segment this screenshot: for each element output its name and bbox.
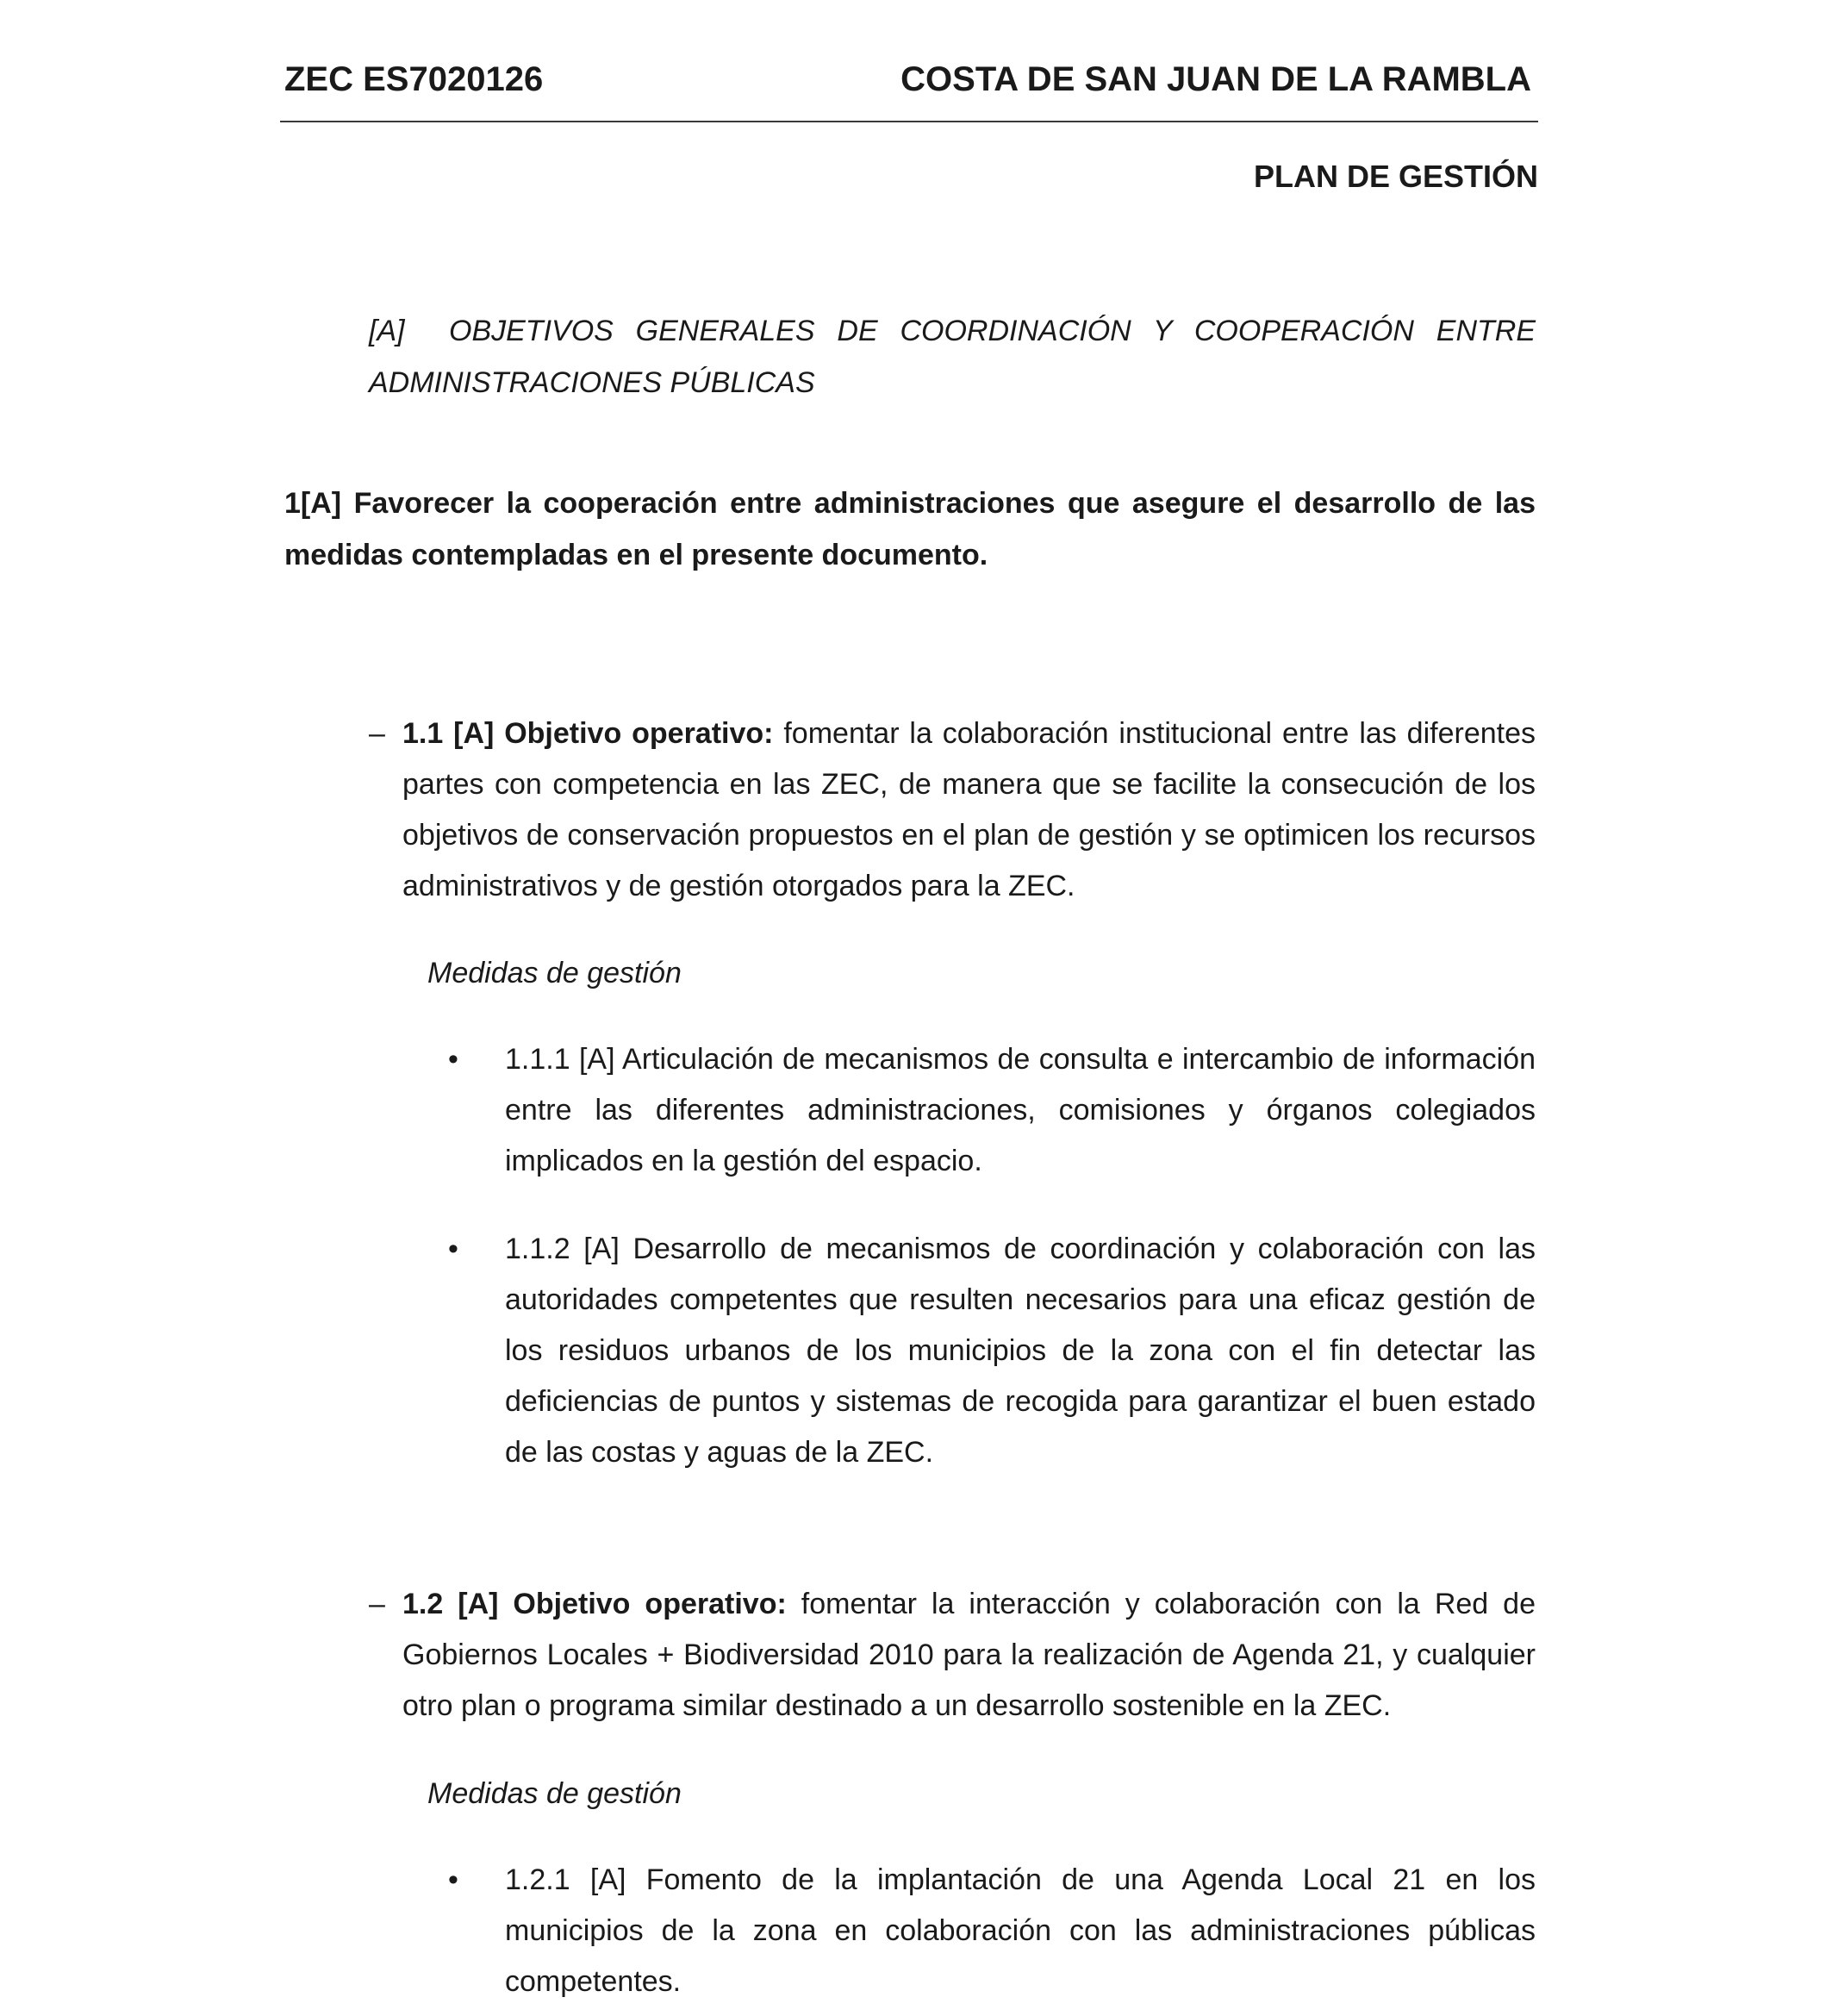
general-goal: 1[A] Favorecer la cooperación entre administraciones que asegure el desarrollo de las medidas contempladas en el presente documento. (284, 487, 1536, 571)
bullet-marker: • (448, 1233, 458, 1265)
objective-body (402, 708, 1536, 912)
measure-item (448, 1224, 1536, 1478)
section-heading (369, 305, 1536, 409)
operational-objective (369, 708, 1536, 912)
measures-heading: Medidas de gestión (427, 1777, 682, 1810)
objective-text: fomentar la interacción y colaboración con la Red de Gobiernos Locales + Biodiversidad 2010 para la realización de Agenda 21, y cualquier otro plan o programa similar destinado a un desarrollo sostenible en la ZEC. (402, 1588, 1536, 1722)
operational-objective (369, 1579, 1536, 1732)
plan-title: PLAN DE GESTIÓN (1253, 159, 1538, 194)
dash-marker: – (369, 1588, 385, 1620)
measure-item (448, 1034, 1536, 1187)
objective-body (402, 1579, 1536, 1732)
objective-text: fomentar la colaboración institucional entre las diferentes partes con competencia en las ZEC, de manera que se facilite la consecución de los objetivos de conservación propuestos en el plan de gestión y se optimicen los recursos administrativos y de gestión otorgados para la ZEC. (402, 717, 1536, 902)
page-header (280, 53, 1538, 105)
dash-marker: – (369, 717, 385, 750)
site-name: COSTA DE SAN JUAN DE LA RAMBLA (900, 60, 1531, 98)
header-divider (280, 121, 1538, 122)
section-tag: [A] (369, 315, 405, 347)
bullet-marker: • (448, 1863, 458, 1896)
measure-text: 1.1.2 [A] Desarrollo de mecanismos de coordinación y colaboración con las autoridades competentes que resulten necesarios para una eficaz gestión de los residuos urbanos de los municipios de la zona con el fin detectar las deficiencias de puntos y sistemas de recogida para garantizar el buen estado de las costas y aguas de la ZEC. (505, 1233, 1536, 1469)
objective-label: 1.1 [A] Objetivo operativo: (402, 717, 774, 750)
measure-item (448, 1855, 1536, 2007)
document-code: ZEC ES7020126 (284, 60, 544, 98)
bullet-marker: • (448, 1043, 458, 1076)
measures-heading: Medidas de gestión (427, 957, 682, 989)
measure-text: 1.1.1 [A] Articulación de mecanismos de consulta e intercambio de información entre las diferentes administraciones, comisiones y órganos colegiados implicados en la gestión del espacio. (505, 1043, 1536, 1177)
objective-label: 1.2 [A] Objetivo operativo: (402, 1588, 787, 1620)
section-title: OBJETIVOS GENERALES DE COORDINACIÓN Y COOPERACIÓN ENTRE ADMINISTRACIONES PÚBLICAS (369, 315, 1536, 399)
measure-text: 1.2.1 [A] Fomento de la implantación de una Agenda Local 21 en los municipios de la zona en colaboración con las administraciones públicas competentes. (505, 1863, 1536, 1998)
